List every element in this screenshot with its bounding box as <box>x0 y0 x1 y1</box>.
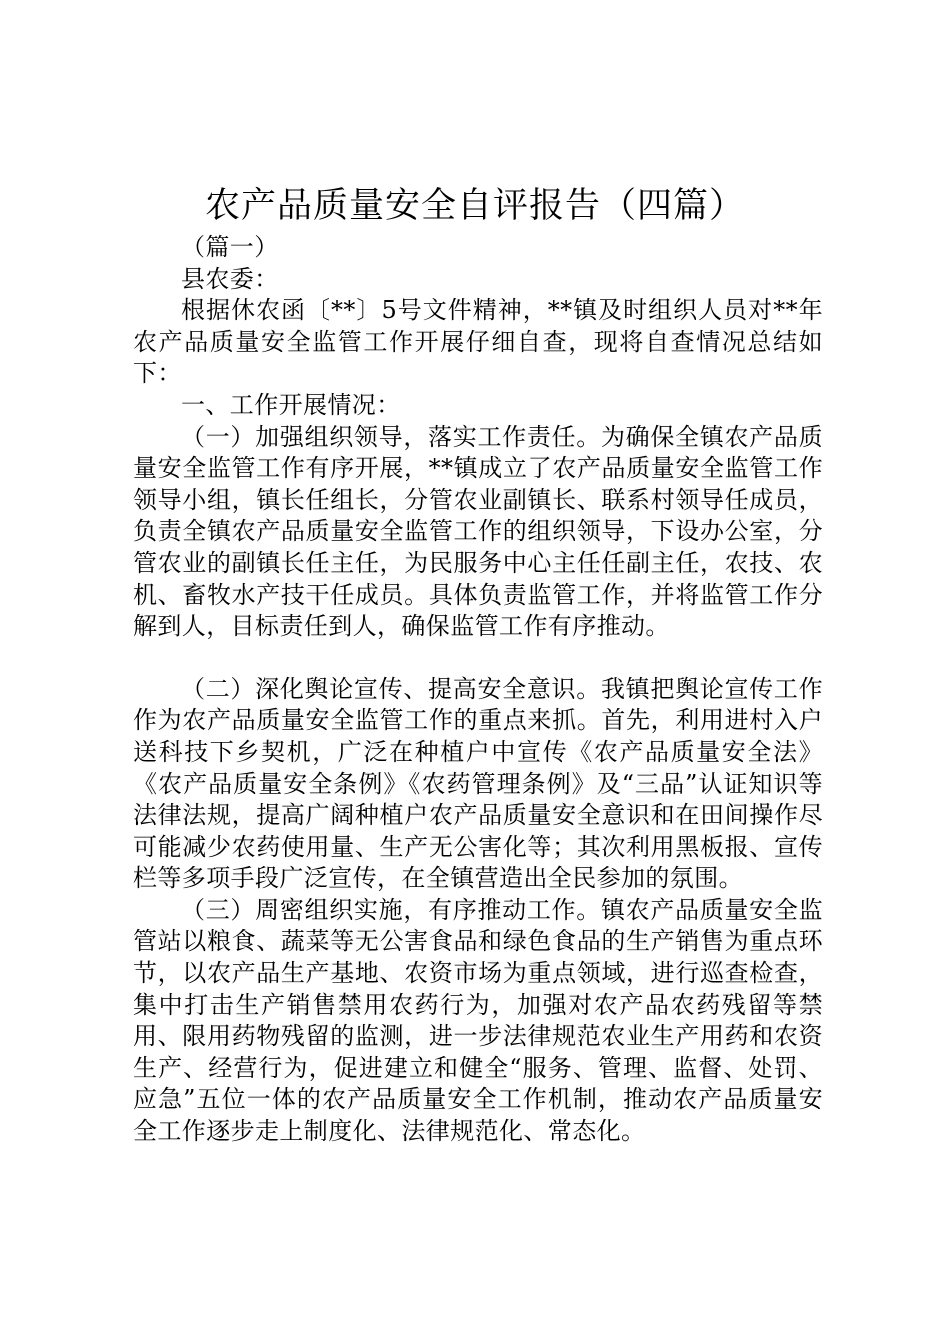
salutation: 县农委： <box>181 264 279 293</box>
body-paragraph: （二）深化舆论宣传、提高安全意识。我镇把舆论宣传工作作为农产品质量安全监管工作的重点来抓。首先，利用进村入户送科技下乡契机，广泛在种植户中宣传《农产品质量安全法》《农产品质量安全条例》《农药管理条例》及“三品”认证知识等法律法规，提高广阔种植户农产品质量安全意识和在田间操作尽可能减少农药使用量、生产无公害化等；其次利用黑板报、宣传栏等多项手段广泛宣传，在全镇营造出全民参加的氛围。 <box>133 674 823 893</box>
document-title: 农产品质量安全自评报告（四篇） <box>204 186 745 226</box>
section-heading: 一、工作开展情况： <box>181 390 401 419</box>
body-paragraph: （三）周密组织实施，有序推动工作。镇农产品质量安全监管站以粮食、蔬菜等无公害食品和绿色食品的生产销售为重点环节，以农产品生产基地、农资市场为重点领域，进行巡查检查，集中打击生产销售禁用农药行为，加强对农产品农药残留等禁用、限用药物残留的监测，进一步法律规范农业生产用药和农资生产、经营行为，促进建立和健全“服务、管理、监督、处罚、应急”五位一体的农产品质量安全工作机制，推动农产品质量安全工作逐步走上制度化、法律规范化、常态化。 <box>133 895 823 1146</box>
section-label: （篇一） <box>181 233 279 261</box>
document-body <box>133 232 823 1148</box>
body-paragraph: （一）加强组织领导，落实工作责任。为确保全镇农产品质量安全监管工作有序开展，**镇成立了农产品质量安全监管工作领导小组，镇长任组长，分管农业副镇长、联系村领导任成员，负责全镇农产品质量安全监管工作的组织领导，下设办公室，分管农业的副镇长任主任，为民服务中心主任任副主任，农技、农机、畜牧水产技干任成员。具体负责监管工作，并将监管工作分解到人，目标责任到人，确保监管工作有序推动。 <box>133 422 823 641</box>
intro-paragraph: 根据休农函〔**〕5号文件精神，**镇及时组织人员对**年农产品质量安全监管工作开展仔细自查，现将自查情况总结如下： <box>133 296 823 388</box>
